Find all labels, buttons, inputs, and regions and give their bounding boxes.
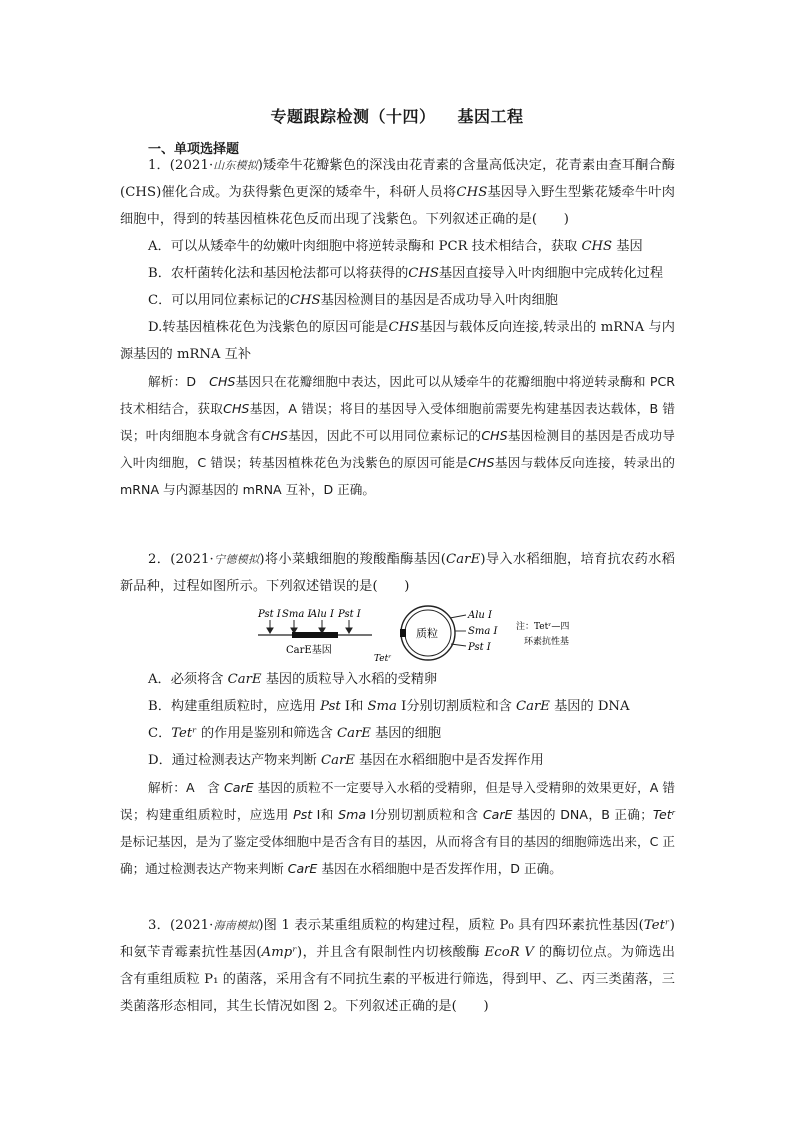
page-title [0,104,794,127]
text-run: CHS [261,428,288,443]
text-run: )图 1 表示某重组质粒的构建过程，质粒 P₀ 具有四环素抗性基因( [258,918,644,933]
question-1-analysis [120,368,675,503]
text-run: 基因检测目的基因是否成功导入叶肉细胞 [320,293,558,308]
text-run: )矮牵牛花瓣紫色的深浅由花青素的含量高低决定，花青素由查耳酮合酶(CHS)催化合成。为获得紫色更深的矮牵牛，科研人员将 [120,158,676,200]
question-2-options [120,666,675,882]
title-topic: 基因工程 [457,107,524,126]
text-run: 2．(2021· [148,552,214,567]
text-run: B．构建重组质粒时，应选用 [148,699,321,714]
site-label: Pst Ⅰ [338,609,361,620]
question-2-analysis [120,774,675,882]
carE-gene-bar [292,632,338,638]
question-1 [120,152,675,503]
plasmid-site-label: Alu Ⅰ [468,610,492,621]
text-run: CHS [581,239,613,254]
text-run: 基因与载体反向连接，转录出的mRNA 与内源基因的 mRNA 互补，D 正确。 [120,455,676,497]
text-run: 基因导入野生型紫花矮牵牛叶肉细胞中，得到的转基因植株花色反而出现了浅紫色。下列叙述正确的是( ) [120,185,675,227]
text-run: 基因的 DNA [549,699,630,714]
gene-label: CarE基因 [286,645,332,656]
option-d [120,747,675,774]
text-run: Ⅰ和 [340,699,368,714]
question-source: 宁德模拟 [213,553,260,566]
text-run: 基因的细胞 [370,726,442,741]
text-run: Ampʳ [261,945,298,960]
text-run: )，并且含有限制性内切核酸酶 [297,945,485,960]
text-run: A．可以从矮牵牛的幼嫩叶肉细胞中将逆转录酶和 PCR 技术相结合，获取 [148,239,582,254]
site-label: Sma Ⅰ [282,609,312,620]
text-run: 的作用是鉴别和筛选含 [196,726,338,741]
option-a [120,666,675,693]
text-run: 基因检测目的基因是否成功导入叶肉细胞，C 错误；转基因植株花色为浅紫色的原因可能是 [120,428,676,470]
text-run: EcoR Ⅴ [484,945,535,960]
text-run: 基因与载体反向连接,转录出的 mRNA 与内源基因的 mRNA 互补 [120,320,675,362]
question-source: 海南模拟 [213,919,259,932]
text-run: CarE [482,807,513,822]
text-run: D.转基因植株花色为浅紫色的原因可能是 [148,320,389,335]
text-run: CHS [468,455,495,470]
text-run: A．必须将含 [148,672,228,687]
text-run: 1．(2021· [148,158,214,173]
text-run: Ⅰ分别切割质粒和含 [366,807,483,822]
text-run: CHS [456,185,488,200]
text-run: CHS [481,428,508,443]
section-heading: 一、单项选择题 [148,142,240,157]
text-run: 基因直接导入叶肉细胞中完成转化过程 [438,266,664,281]
text-run: B．农杆菌转化法和基因枪法都可以将获得的 [148,266,409,281]
diagram-note: 环素抗性基 [524,637,570,647]
text-run: CHS [388,320,420,335]
question-1-stem [120,152,675,233]
plasmid-site-label: Sma Ⅰ [468,626,498,637]
option-b [120,693,675,720]
option-a [120,233,675,260]
text-run: CHS [223,401,250,416]
cut-arrows [267,620,352,633]
text-run: 的酶切位点。为筛选出含有重组质粒 P₁ 的菌落，采用含有不同抗生素的平板进行筛选，得到甲、乙、丙三类菌落，三类菌落形态相同，其生长情况如图 2。下列叙述正确的是( ) [120,945,675,1014]
plasmid-site-label: Pst Ⅰ [468,642,491,653]
question-3 [120,912,675,1020]
option-c [120,720,675,747]
text-run: 基因只在花瓣细胞中表达，因此可以从矮牵牛的花瓣细胞中将逆转录酶和 PCR 技术相结合，获取 [120,374,675,416]
text-run: 基因，因此不可以用同位素标记的 [287,428,482,443]
gene-plasmid-diagram [248,603,628,665]
text-run: CarE [516,699,550,714]
text-run: CarE [223,780,254,795]
title-main: 专题跟踪检测（十四） [270,107,436,126]
text-run: Ⅰ和 [312,807,339,822]
plasmid-label: 质粒 [416,627,438,640]
option-d [120,314,675,368]
text-run: Pst [293,807,313,822]
text-run: Sma [338,807,367,822]
text-run: 解析：A 含 [148,780,224,795]
question-2 [120,546,675,600]
text-run: Sma [367,699,397,714]
option-c [120,287,675,314]
text-run: CHS [289,293,321,308]
plasmid-site-arrows [450,615,466,646]
text-run: 基因 [612,239,643,254]
option-b [120,260,675,287]
text-run: 基因在水稻细胞中是否发挥作用 [354,753,544,768]
marker-label: Tetʳ [374,654,392,664]
text-run: CarE [287,861,318,876]
text-run: CarE [446,552,481,567]
text-run: Tetʳ [171,726,197,741]
text-run: C． [148,726,172,741]
question-3-stem [120,912,675,1020]
diagram-note: 注：Tetʳ—四 [516,622,570,632]
text-run: 解析：D [148,374,210,389]
text-run: C．可以用同位素标记的 [148,293,290,308]
question-2-stem [120,546,675,600]
text-run: Tetʳ [643,918,670,933]
text-run: D．通过检测表达产物来判断 [148,753,322,768]
text-run: 3．(2021· [148,918,214,933]
text-run: Ⅰ分别切割质粒和含 [396,699,517,714]
text-run: Tetʳ [652,807,675,822]
text-run: 基因在水稻细胞中是否发挥作用，D 正确。 [317,861,562,876]
site-label: Alu Ⅰ [310,609,334,620]
question-source: 山东模拟 [213,159,258,172]
text-run: )将小菜蛾细胞的羧酸酯酶基因( [259,552,447,567]
text-run: 基因，A 错误；将目的基因导入受体细胞前需要先构建基因表达载体，B 错误；叶肉细胞本身就含有 [120,401,675,443]
text-run: 是标记基因，是为了鉴定受体细胞中是否含有目的基因，从而将含有目的基因的细胞筛选出来，C 正确；通过检测表达产物来判断 [120,834,675,876]
site-label: Pst Ⅰ [258,609,281,620]
text-run: 基因的质粒不一定要导入水稻的受精卵，但是导入受精卵的效果更好，A 错误；构建重组质粒时，应选用 [120,780,675,822]
text-run: 基因的 DNA，B 正确； [512,807,653,822]
text-run: Pst [320,699,341,714]
text-run: )导入水稻细胞，培育抗农药水稻新品种，过程如图所示。下列叙述错误的是( ) [120,552,675,594]
text-run: CarE [321,753,355,768]
text-run: CarE [337,726,371,741]
text-run: )和氨苄青霉素抗性基因( [120,918,675,960]
text-run: 基因的质粒导入水稻的受精卵 [261,672,438,687]
text-run: CarE [227,672,262,687]
text-run: CHS [209,374,236,389]
text-run: CHS [408,266,439,281]
tet-marker-block [400,629,406,637]
